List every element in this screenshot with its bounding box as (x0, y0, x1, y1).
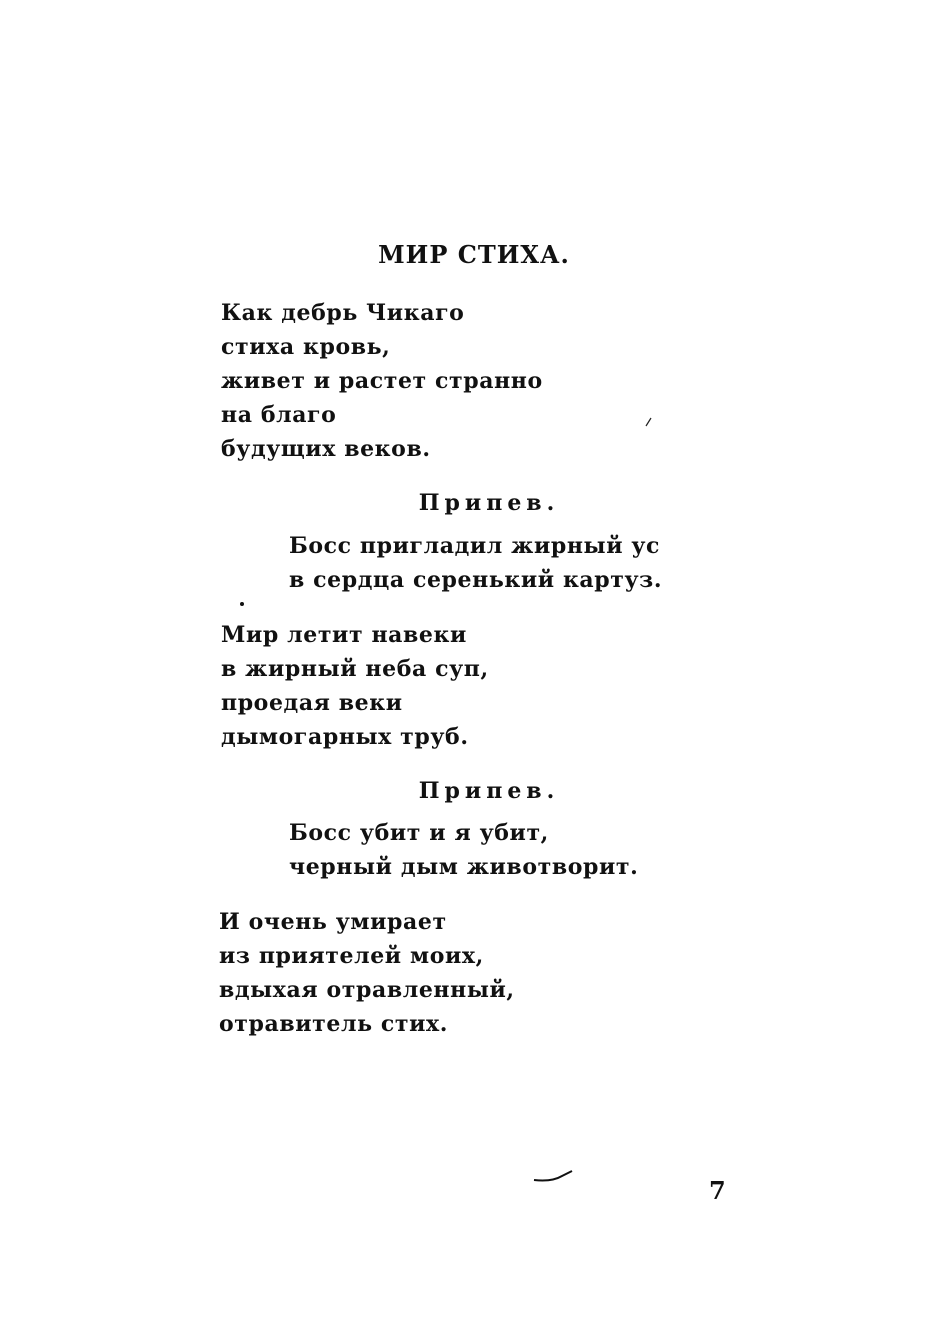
poem-title: МИР СТИХА. (378, 240, 570, 269)
verse-line: Босс пригладил жирный ус (289, 533, 661, 559)
ink-dot-icon (238, 600, 246, 608)
refrain-2 (289, 816, 638, 884)
verse-line: стиха кровь, (221, 334, 391, 360)
verse-line: отравитель стих. (219, 1011, 448, 1037)
refrain-label: Припев. (418, 490, 560, 516)
verse-line: черный дым животворит. (289, 854, 639, 880)
verse-line: из приятелей моих, (219, 943, 484, 969)
verse-line: на благо (221, 402, 337, 428)
verse-line: Как дебрь Чикаго (221, 300, 465, 326)
verse-line: живет и растет странно (221, 368, 543, 394)
verse-line: Босс убит и я убит, (289, 820, 549, 846)
verse-line: проедая веки (221, 690, 403, 716)
ink-stroke-icon (532, 1168, 576, 1184)
verse-line: в сердца серенький картуз. (289, 567, 663, 593)
page-number: 7 (709, 1176, 726, 1205)
verse-line: Мир летит навеки (221, 622, 467, 648)
verse-line: дымогарных труб. (221, 724, 469, 750)
verse-line: И очень умирает (219, 909, 447, 935)
verse-line: будущих веков. (221, 436, 431, 462)
verse-line: в жирный неба суп, (221, 656, 489, 682)
stanza-1 (221, 296, 543, 466)
refrain-label: Припев. (418, 778, 560, 804)
stanza-3 (219, 905, 515, 1041)
refrain-1 (289, 529, 662, 597)
ink-speck-icon (644, 416, 654, 428)
stanza-2 (221, 618, 489, 754)
verse-line: вдыхая отравленный, (219, 977, 515, 1003)
